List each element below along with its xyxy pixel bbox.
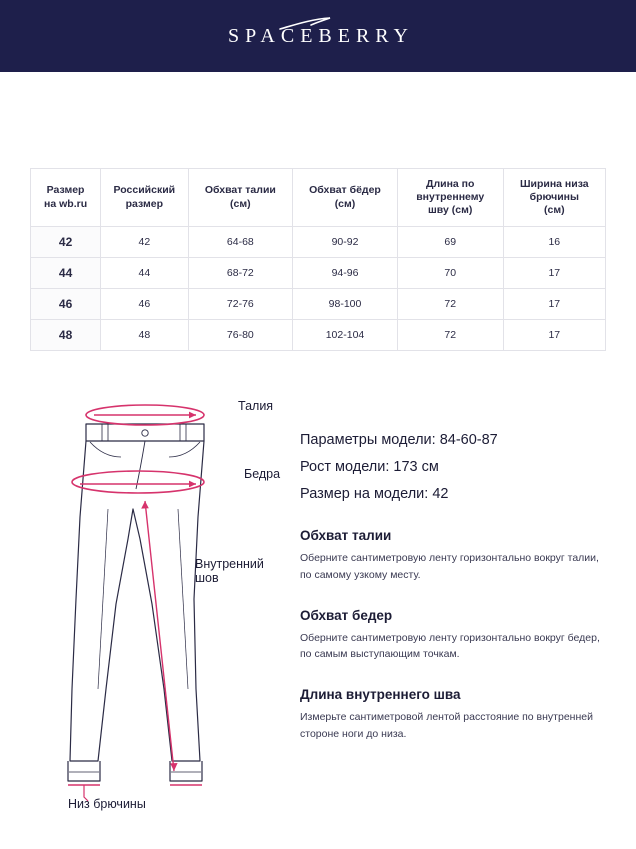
measure-block-inseam	[300, 687, 610, 742]
hips-measure-line	[72, 471, 204, 493]
cell-inseam: 69	[397, 227, 503, 258]
cell-wb-size: 44	[31, 258, 101, 289]
cell-waist: 76-80	[188, 320, 293, 351]
swoosh-icon	[278, 16, 338, 37]
size-table-container	[30, 168, 606, 351]
column-header-ru-size: Российский размер	[101, 169, 188, 227]
trousers-diagram	[28, 389, 298, 839]
cell-waist: 64-68	[188, 227, 293, 258]
brand-logo	[222, 25, 414, 48]
size-table-head	[31, 169, 606, 227]
measurement-section	[0, 389, 636, 849]
table-row	[31, 320, 606, 351]
cell-wb-size: 42	[31, 227, 101, 258]
measure-block-waist	[300, 528, 610, 583]
measure-title-waist: Обхват талии	[300, 528, 392, 544]
page-header	[0, 0, 636, 72]
column-header-leg-width: Ширина низа брючины (см)	[503, 169, 605, 227]
cell-hips: 90-92	[293, 227, 398, 258]
cell-waist: 72-76	[188, 289, 293, 320]
measure-title-hips: Обхват бедер	[300, 607, 393, 623]
cell-hips: 94-96	[293, 258, 398, 289]
column-header-hips: Обхват бёдер (см)	[293, 169, 398, 227]
cell-leg-width: 17	[503, 289, 605, 320]
cell-leg-width: 17	[503, 258, 605, 289]
column-header-waist: Обхват талии (см)	[188, 169, 293, 227]
label-hips: Бедра	[244, 467, 281, 481]
table-header-row	[31, 169, 606, 227]
cell-waist: 68-72	[188, 258, 293, 289]
inseam-measure-line	[141, 501, 177, 771]
measure-title-inseam: Длина внутреннего шва	[300, 687, 461, 703]
brand-name: SPACEBERRY	[228, 24, 414, 47]
label-waist: Талия	[238, 399, 274, 413]
measure-text-hips: Оберните сантиметровую ленту горизонтально вокруг бедер, по самым выступающим точкам.	[300, 631, 600, 661]
cell-wb-size: 46	[31, 289, 101, 320]
measure-text-waist: Оберните сантиметровую ленту горизонтально вокруг талии, по самому узкому месту.	[300, 552, 599, 581]
column-header-wb-size: Размер на wb.ru	[31, 169, 101, 227]
model-info-column	[300, 431, 610, 742]
measure-text-inseam: Измерьте сантиметровой лентой расстояние по внутренней стороне ноги до низа.	[300, 711, 593, 740]
table-row	[31, 289, 606, 320]
cell-ru-size: 44	[101, 258, 188, 289]
label-inseam: Внутренний шов	[195, 557, 264, 586]
trousers-illustration	[28, 389, 298, 839]
cell-leg-width: 16	[503, 227, 605, 258]
model-height: Рост модели: 173 см	[300, 459, 439, 476]
cell-wb-size: 48	[31, 320, 101, 351]
model-parameters: Параметры модели: 84-60-87	[300, 432, 498, 448]
cell-ru-size: 48	[101, 320, 188, 351]
size-table-body	[31, 227, 606, 351]
cell-inseam: 72	[397, 289, 503, 320]
measure-block-hips	[300, 608, 610, 663]
model-size: Размер на модели: 42	[300, 486, 449, 503]
cell-inseam: 70	[397, 258, 503, 289]
label-leg-bottom: Низ брючины	[68, 797, 146, 811]
cell-ru-size: 42	[101, 227, 188, 258]
column-header-inseam: Длина по внутреннему шву (см)	[397, 169, 503, 227]
cell-hips: 98-100	[293, 289, 398, 320]
waist-measure-line	[86, 405, 204, 425]
table-row	[31, 258, 606, 289]
cell-hips: 102-104	[293, 320, 398, 351]
size-table	[30, 168, 606, 351]
cell-ru-size: 46	[101, 289, 188, 320]
table-row	[31, 227, 606, 258]
cell-leg-width: 17	[503, 320, 605, 351]
cell-inseam: 72	[397, 320, 503, 351]
